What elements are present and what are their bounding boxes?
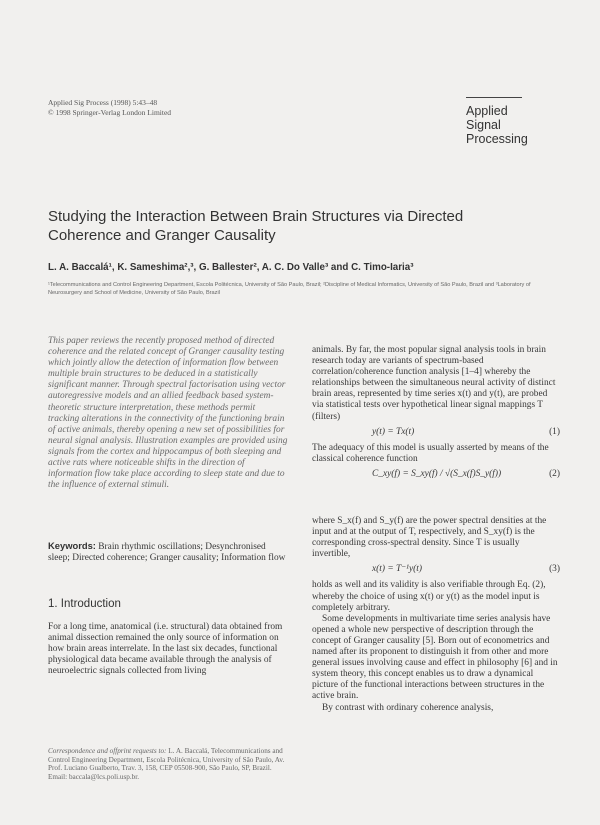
brand-line-2: Signal [466, 118, 501, 132]
brand-line-1: Applied [466, 104, 508, 118]
journal-header [48, 98, 171, 117]
equation-1-body: y(t) = Tx(t) [372, 426, 415, 437]
equation-2-body: C_xy(f) = S_xy(f) / √(S_x(f)S_y(f)) [372, 468, 502, 479]
correspondence-note [48, 747, 288, 781]
equation-1-number: (1) [549, 426, 560, 437]
keywords [48, 540, 288, 564]
affiliation-line-1: ¹Telecommunications and Control Engineering Department, Escola Politécnica, University of São Paulo, Brazil; ²Discipline of Medical Informatics, University of São Paulo, Brazil and ³Laboratory of [48, 282, 531, 288]
keywords-text: Brain rhythmic oscillations; Desynchronised sleep; Directed coherence; Granger causality; Information flow [48, 542, 286, 564]
equation-3-body: x(t) = T⁻¹y(t) [372, 564, 423, 575]
paper-title [48, 208, 568, 245]
right-paragraph-4: holds as well and its validity is also verifiable through Eq. (2), whereby the choice of using x(t) or y(t) as the model input is completely arbitrary. [312, 580, 546, 613]
journal-brand [466, 104, 528, 146]
equation-2 [312, 469, 560, 480]
keywords-label: Keywords: [48, 540, 96, 551]
right-column-bottom [312, 516, 560, 714]
right-paragraph-3: where S_x(f) and S_y(f) are the power spectral densities at the input and at the output of T, respectively, and S_xy(f) is the corresponding cross-spectral density. Since T is usually invertible, [312, 516, 547, 560]
section-heading: 1. Introduction [48, 598, 121, 610]
copyright-line: © 1998 Springer-Verlag London Limited [48, 107, 172, 117]
right-paragraph-6: By contrast with ordinary coherence analysis, [322, 702, 494, 713]
brand-line-3: Processing [466, 132, 528, 146]
intro-paragraph: For a long time, anatomical (i.e. structural) data obtained from animal dissection remained the only source of information on how brain areas interrelate. In the last six decades, functional physiological data became available through the analysis of neuroelectric signals collected from living [48, 622, 283, 677]
title-line-2: Coherence and Granger Causality [48, 226, 276, 244]
equation-3 [312, 564, 560, 575]
correspondence-label: Correspondence and offprint requests to: [48, 747, 167, 755]
right-paragraph-2: The adequacy of this model is usually asserted by means of the classical coherence function [312, 442, 549, 464]
right-paragraph-1: animals. By far, the most popular signal analysis tools in brain research today are variants of spectrum-based correlation/coherence function analysis [1–4] whereby the relationships between the simultaneous neural activity of distinct brain areas, represented by time series x(t) and y(t), are probed via statistical tests over hypothetical linear signal mappings T (filters) [312, 345, 556, 422]
right-column-top [312, 345, 560, 485]
equation-2-number: (2) [549, 468, 560, 479]
abstract: This paper reviews the recently proposed method of directed coherence and the related concept of Granger causality testing which jointly allow the detection of information flow between multiple brain structures to be deduced in a statistically significant manner. Through spectral factorisation using vector autoregressive models and an allied feedback based system-theoretic structure interpretation, these methods permit tracking alterations in the connectivity of the functioning brain of active animals, thereby opening a new set of possibilities for neural signal analysis. Illustration examples are provided using signals from the cortex and hippocampus of both sleeping and active rats where noticeable shifts in the direction of information flow take place according to sleep state and due to the influence of external stimuli. [48, 336, 288, 491]
author-list: L. A. Baccalá¹, K. Sameshima²,³, G. Ballester², A. C. Do Valle³ and C. Timo-Iaria³ [48, 262, 414, 273]
journal-citation: Applied Sig Process (1998) 5:43–48 [48, 98, 158, 107]
equation-1 [312, 427, 560, 438]
equation-3-number: (3) [549, 564, 560, 575]
right-paragraph-5: Some developments in multivariate time series analysis have opened a whole new perspective of description through the concept of Granger causality [5]. Born out of econometrics and named after its proponent to distinguish it from other and more general issues involving cause and effect in philosophy [6] and in system theory, this concept enables us to draw a dynamical picture of the functional interactions between structures in the active brain. [312, 613, 558, 702]
correspondence-text: L. A. Baccalá, Telecommunications and Control Engineering Department, Escola Politécnica, University of São Paulo, Av. Prof. Luciano Gualberto, Trav. 3, 158, CEP 05508-900, São Paulo, SP, Brazil. Email: baccala@lcs.poli.usp.br. [48, 747, 285, 781]
affiliation-line-2: Neurosurgery and School of Medicine, University of São Paulo, Brazil [48, 290, 220, 296]
brand-rule [466, 97, 522, 98]
title-line-1: Studying the Interaction Between Brain Structures via Directed [48, 208, 464, 225]
affiliations [48, 281, 588, 297]
